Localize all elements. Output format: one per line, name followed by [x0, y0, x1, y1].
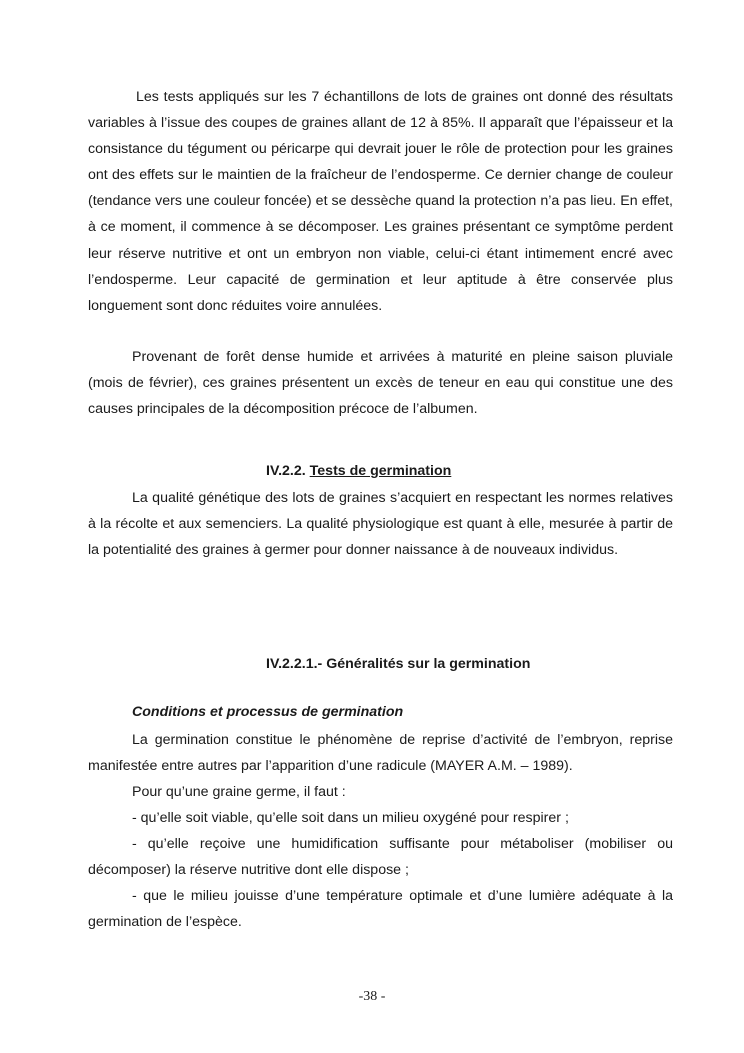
condition-item: - qu’elle reçoive une humidification suffisante pour métaboliser (mobiliser ou décomposer) la réserve nutritive dont elle dispose ;	[88, 836, 673, 879]
paragraph-germination-definition: La germination constitue le phénomène de reprise d’activité de l’embryon, reprise manifestée entre autres par l’apparition d’une radicule (MAYER A.M. – 1989).	[88, 732, 673, 775]
subsection-heading: IV.2.2.1.- Généralités sur la germination	[266, 656, 531, 672]
page-number: -38 -	[358, 989, 386, 1004]
section-number: IV.2.2.	[266, 463, 306, 479]
paragraph-forest-origin: Provenant de forêt dense humide et arrivées à maturité en pleine saison pluviale (mois de février), ces graines présentent un excès de teneur en eau qui constitue une des causes principales de la décomposition précoce de l’albumen.	[88, 349, 673, 418]
subsubsection-heading: Conditions et processus de germination	[132, 704, 404, 720]
condition-item: - qu’elle soit viable, qu’elle soit dans un milieu oxygéné pour respirer ;	[132, 810, 569, 826]
section-heading	[266, 463, 451, 479]
paragraph-seed-quality: La qualité génétique des lots de graines s’acquiert en respectant les normes relatives à la récolte et aux semenciers. La qualité physiologique est quant à elle, mesurée à partir de la potentialité des graines à germer pour donner naissance à de nouveaux individus.	[88, 490, 673, 559]
paragraph-seed-cut-tests: Les tests appliqués sur les 7 échantillons de lots de graines ont donné des résultats variables à l’issue des coupes de graines allant de 12 à 85%. Il apparaît que l’épaisseur et la consistance du tégument ou péricarpe qui devrait jouer le rôle de protection pour les graines ont des effets sur le maintien de la fraîcheur de l’endosperme. Ce dernier change de couleur (tendance vers une couleur foncée) et se dessèche quand la protection n’a pas lieu. En effet, à ce moment, il commence à se décomposer. Les graines présentant ce symptôme perdent leur réserve nutritive et ont un embryon non viable, celui-ci étant intimement encré avec l’endosperme. Leur capacité de germination et leur aptitude à être conservée plus longuement sont donc réduites voire annulées.	[88, 89, 673, 314]
condition-item: - que le milieu jouisse d’une température optimale et d’une lumière adéquate à la germination de l’espèce.	[88, 888, 673, 931]
section-title: Tests de germination	[309, 463, 452, 479]
paragraph-conditions-intro: Pour qu’une graine germe, il faut :	[132, 784, 346, 800]
